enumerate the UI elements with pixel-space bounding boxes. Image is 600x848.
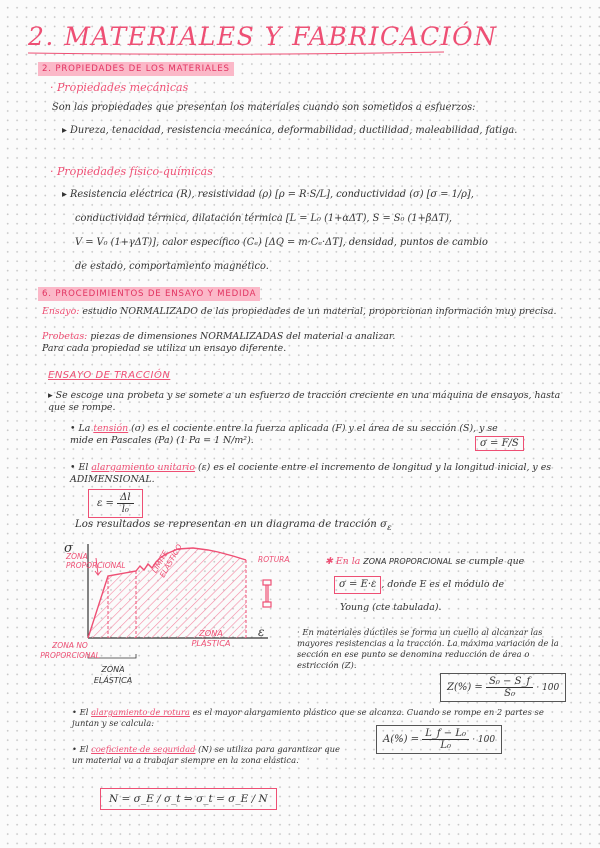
asterisk-lead: ✱ En la <box>325 556 364 567</box>
rotura-pre: • El <box>72 707 92 717</box>
phys-line1-a: ▸ Resistencia eléctrica (R), resistividad (ρ) <box>62 189 272 200</box>
phys-line-3: V = V₀ (1+γΔT)], calor específico (Cₑ) [ΔQ = m·Cₑ·ΔT], densidad, puntos de cambio <box>75 237 488 248</box>
probetas-definition <box>42 331 562 355</box>
alargamiento-formula <box>88 489 143 518</box>
traccion-intro: ▸ Se escoge una probeta y se somete a un esfuerzo de tracción creciente en una máquina de ensayos, hasta que se rompe. <box>48 390 561 413</box>
phys-line-2: conductividad térmica, dilatación térmica [L = L₀ (1+αΔT), S = S₀ (1+βΔT), <box>75 213 453 224</box>
label-rotura: ROTURA <box>258 555 290 564</box>
phys-line1-b: , conductividad (σ) <box>329 189 424 200</box>
mech-properties-list: ▸ Dureza, tenacidad, resistencia mecánica, deformabilidad, ductilidad, maleabilidad, fatiga. <box>62 125 518 136</box>
young-line: Young (cte tabulada). <box>340 602 442 613</box>
alarg-text: (ε) es el cociente entre el incremento de longitud y la longitud inicial, y es ADIMENSIONAL. <box>70 462 552 485</box>
a-num: L_f − L₀ <box>422 728 469 740</box>
a-lhs: A(%) = <box>383 734 420 745</box>
section-header-propiedades: 2. PROPIEDADES DE LOS MATERIALES <box>38 62 234 76</box>
label-limite-elastico: LÍMITE ELÁSTICO <box>150 542 184 579</box>
rotura-term: alargamiento de rotura <box>91 707 190 717</box>
tension-definition <box>70 423 515 447</box>
alarg-pre: • El <box>70 462 92 473</box>
seg-pre: • El <box>72 744 92 754</box>
tension-term: tensión <box>93 423 129 434</box>
specimen-neck <box>266 585 268 596</box>
tension-text: (σ) es el cociente entre la fuerza aplicada (F) y el área de su sección (S), y se mide en Pascales (Pa) (1 Pa = 1 N/m²). <box>70 423 498 446</box>
alarg-den: l₀ <box>121 504 129 515</box>
seguridad-definition <box>72 744 352 766</box>
proporcional-note <box>325 555 524 569</box>
estriccion-formula <box>440 673 566 702</box>
a-den: L₀ <box>440 740 451 751</box>
diagram-intro-text: Los resultados se representan en un diagrama de tracción σ <box>75 519 388 530</box>
subheading-mecanicas: · Propiedades mecánicas <box>50 81 189 94</box>
hooke-line <box>334 576 504 594</box>
title-text: MATERIALES Y FABRICACIÓN <box>64 22 498 51</box>
title-number: 2. <box>28 22 55 51</box>
probetas-label: Probetas: <box>42 331 88 342</box>
mech-description: Son las propiedades que presentan los materiales cuando son sometidos a esfuerzos: <box>52 102 476 113</box>
ensayo-label: Ensayo: <box>42 306 80 317</box>
x-axis-label: ε <box>258 625 265 639</box>
prop-note-tail: se cumple que <box>452 556 525 567</box>
label-zona-plastica: ZONA PLÁSTICA <box>191 628 231 648</box>
phys-line-4: de estado, comportamiento magnético. <box>75 261 269 272</box>
diagram-intro-sub: ε <box>387 523 392 534</box>
rotura-text: es el mayor alargamiento plástico que se alcanza. Cuando se rompe en 2 partes se juntan y se calcula: <box>72 707 544 728</box>
specimen-bottom <box>263 602 271 607</box>
seguridad-term: coeficiente de seguridad <box>91 744 196 754</box>
label-zona-proporcional: ZONA PROPORCIONAL <box>66 552 126 570</box>
z-num: S₀ − S_f <box>486 676 533 688</box>
tension-formula: σ = F/S <box>475 436 524 451</box>
diagram-intro <box>75 518 392 535</box>
label-zona-no-proporcional: ZONA NO PROPORCIONAL <box>40 641 100 660</box>
alargamiento-term: alargamiento unitario <box>91 462 196 473</box>
specimen-lower <box>266 596 268 602</box>
probetas-text-2: Para cada propiedad se utiliza un ensayo diferente. <box>42 343 287 354</box>
seguridad-formula: N = σ_E / σ_t ⇒ σ_t = σ_E / N <box>100 788 277 810</box>
z-den: S₀ <box>504 688 515 699</box>
label-zona-elastica: ZONA ELÁSTICA <box>93 665 133 685</box>
ductil-note: · En materiales dúctiles se forma un cuello al alcanzar las mayores resistencias a la tracción. La máxima variación de la sección en ese punto se denomina reducción de área o estricción (Z). <box>297 627 559 670</box>
tension-pre: • La <box>70 423 94 434</box>
y-axis-label: σ <box>64 541 73 556</box>
rotura-formula <box>376 725 502 754</box>
alargamiento-definition <box>70 462 570 486</box>
probetas-text: piezas de dimensiones NORMALIZADAS del material a analizar. <box>90 331 396 342</box>
conductivity-formula: [σ = 1/ρ] <box>426 189 471 200</box>
phys-line-1: ▸ Resistencia eléctrica (R), resistividad (ρ) [ρ = R·S/L], conductividad (σ) [σ = 1/ρ], <box>62 189 474 200</box>
alarg-lhs: ε = <box>97 498 114 509</box>
a-rhs: · 100 <box>472 734 496 745</box>
hooke-formula: σ = E·ε <box>334 576 381 594</box>
z-rhs: · 100 <box>536 682 560 693</box>
page-title <box>28 22 498 51</box>
hooke-after: , donde E es el módulo de <box>381 579 505 590</box>
resistivity-formula: [ρ = R·S/L] <box>275 189 330 200</box>
title-underline <box>26 50 446 56</box>
ensayo-traccion-title: ENSAYO DE TRACCIÓN <box>48 370 171 381</box>
subheading-fisico-quimicas: · Propiedades físico-químicas <box>50 165 213 178</box>
zona-proporcional-term: ZONA PROPORCIONAL <box>363 557 453 566</box>
seg-text: (N) se utiliza para garantizar que un material va a trabajar siempre en la zona elástica. <box>72 744 340 765</box>
section-header-procedimientos: 6. PROCEDIMIENTOS DE ENSAYO Y MEDIDA <box>38 287 260 301</box>
alarg-num: Δl <box>117 492 133 504</box>
ensayo-definition <box>42 306 562 318</box>
ensayo-text: estudio NORMALIZADO de las propiedades de un material, proporcionan información muy precisa. <box>82 306 557 317</box>
z-lhs: Z(%) = <box>447 682 483 693</box>
specimen-top <box>263 580 271 585</box>
